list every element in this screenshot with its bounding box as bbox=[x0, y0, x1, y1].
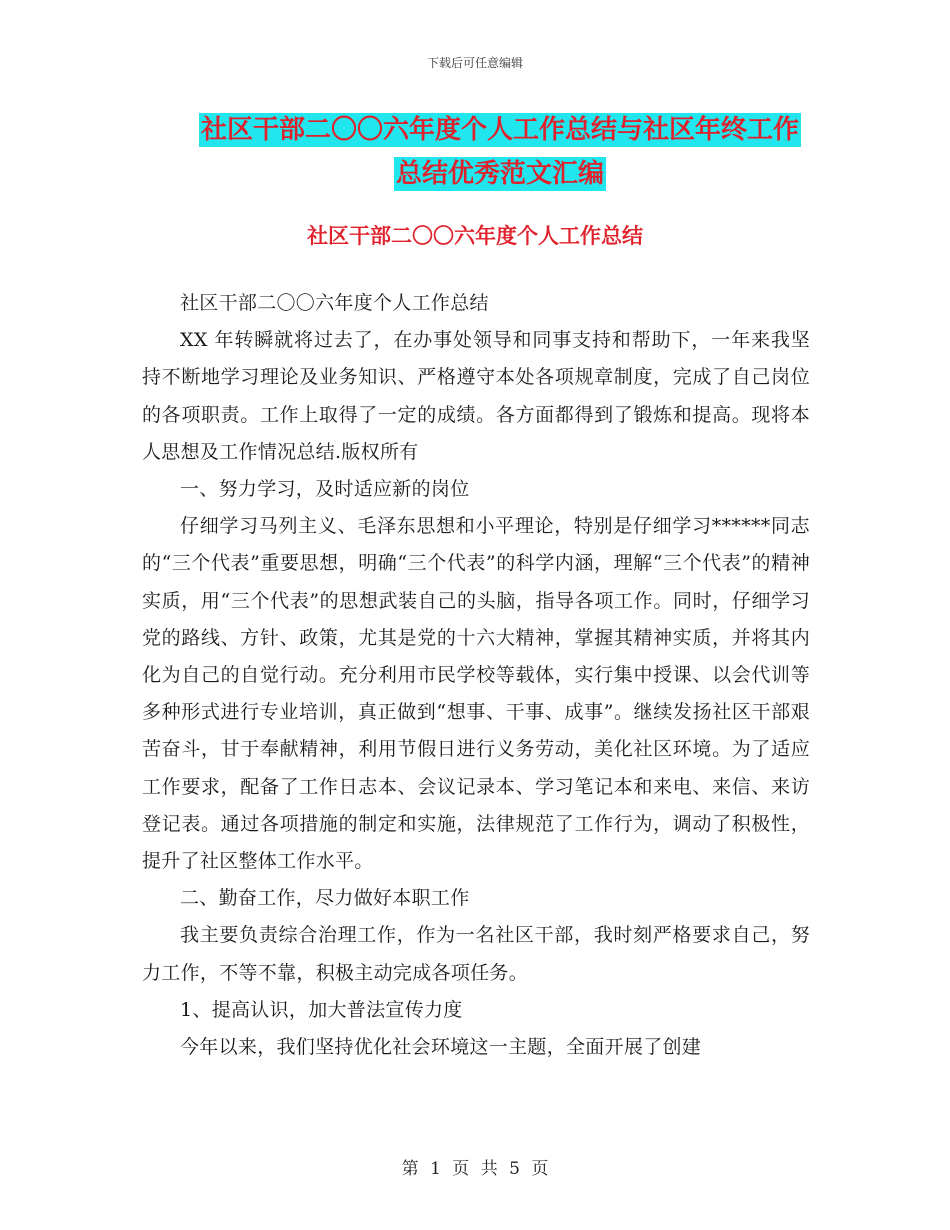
body-paragraph: 今年以来，我们坚持优化社会环境这一主题，全面开展了创建 bbox=[180, 1036, 702, 1059]
body-subheading: 1、提高认识，加大普法宣传力度 bbox=[180, 998, 463, 1021]
page-number-footer: 第 1 页 共 5 页 bbox=[401, 1159, 549, 1179]
body-heading: 二、勤奋工作，尽力做好本职工作 bbox=[180, 887, 470, 910]
body-heading: 一、努力学习，及时适应新的岗位 bbox=[180, 478, 470, 501]
document-title-line-1: 社区干部二〇〇六年度个人工作总结与社区年终工作 bbox=[200, 115, 799, 145]
body-paragraph: 社区干部二〇〇六年度个人工作总结 bbox=[180, 292, 489, 314]
document-body bbox=[142, 285, 810, 1066]
section-title: 社区干部二〇〇六年度个人工作总结 bbox=[307, 224, 643, 248]
document-title-line-2: 总结优秀范文汇编 bbox=[395, 159, 604, 189]
body-paragraph: 仔细学习马列主义、毛泽东思想和小平理论，特别是仔细学习******同志的“三个代表”重要思想，明确“三个代表”的科学内涵，理解“三个代表”的精神实质，用“三个代表”的思想武装自己的头脑，指导各项工作。同时，仔细学习党的路线、方针、政策，尤其是党的十六大精神，掌握其精神实质，并将其内化为自己的自觉行动。充分利用市民学校等载体，实行集中授课、以会代训等多种形式进行专业培训，真正做到“想事、干事、成事”。继续发扬社区干部艰苦奋斗，甘于奉献精神，利用节假日进行义务劳动，美化社区环境。为了适应工作要求，配备了工作日志本、会议记录本、学习笔记本和来电、来信、来访登记表。通过各项措施的制定和实施，法律规范了工作行为，调动了积极性，提升了社区整体工作水平。 bbox=[142, 515, 810, 873]
body-paragraph: XX 年转瞬就将过去了，在办事处领导和同事支持和帮助下，一年来我坚持不断地学习理论及业务知识、严格遵守本处各项规章制度，完成了自己岗位的各项职责。工作上取得了一定的成绩。各方面都得到了锻炼和提高。现将本人思想及工作情况总结.版权所有 bbox=[142, 329, 810, 463]
document-title bbox=[140, 108, 860, 196]
body-paragraph: 我主要负责综合治理工作，作为一名社区干部，我时刻严格要求自己，努力工作，不等不靠，积极主动完成各项任务。 bbox=[142, 924, 810, 984]
header-note: 下载后可任意编辑 bbox=[426, 56, 523, 70]
